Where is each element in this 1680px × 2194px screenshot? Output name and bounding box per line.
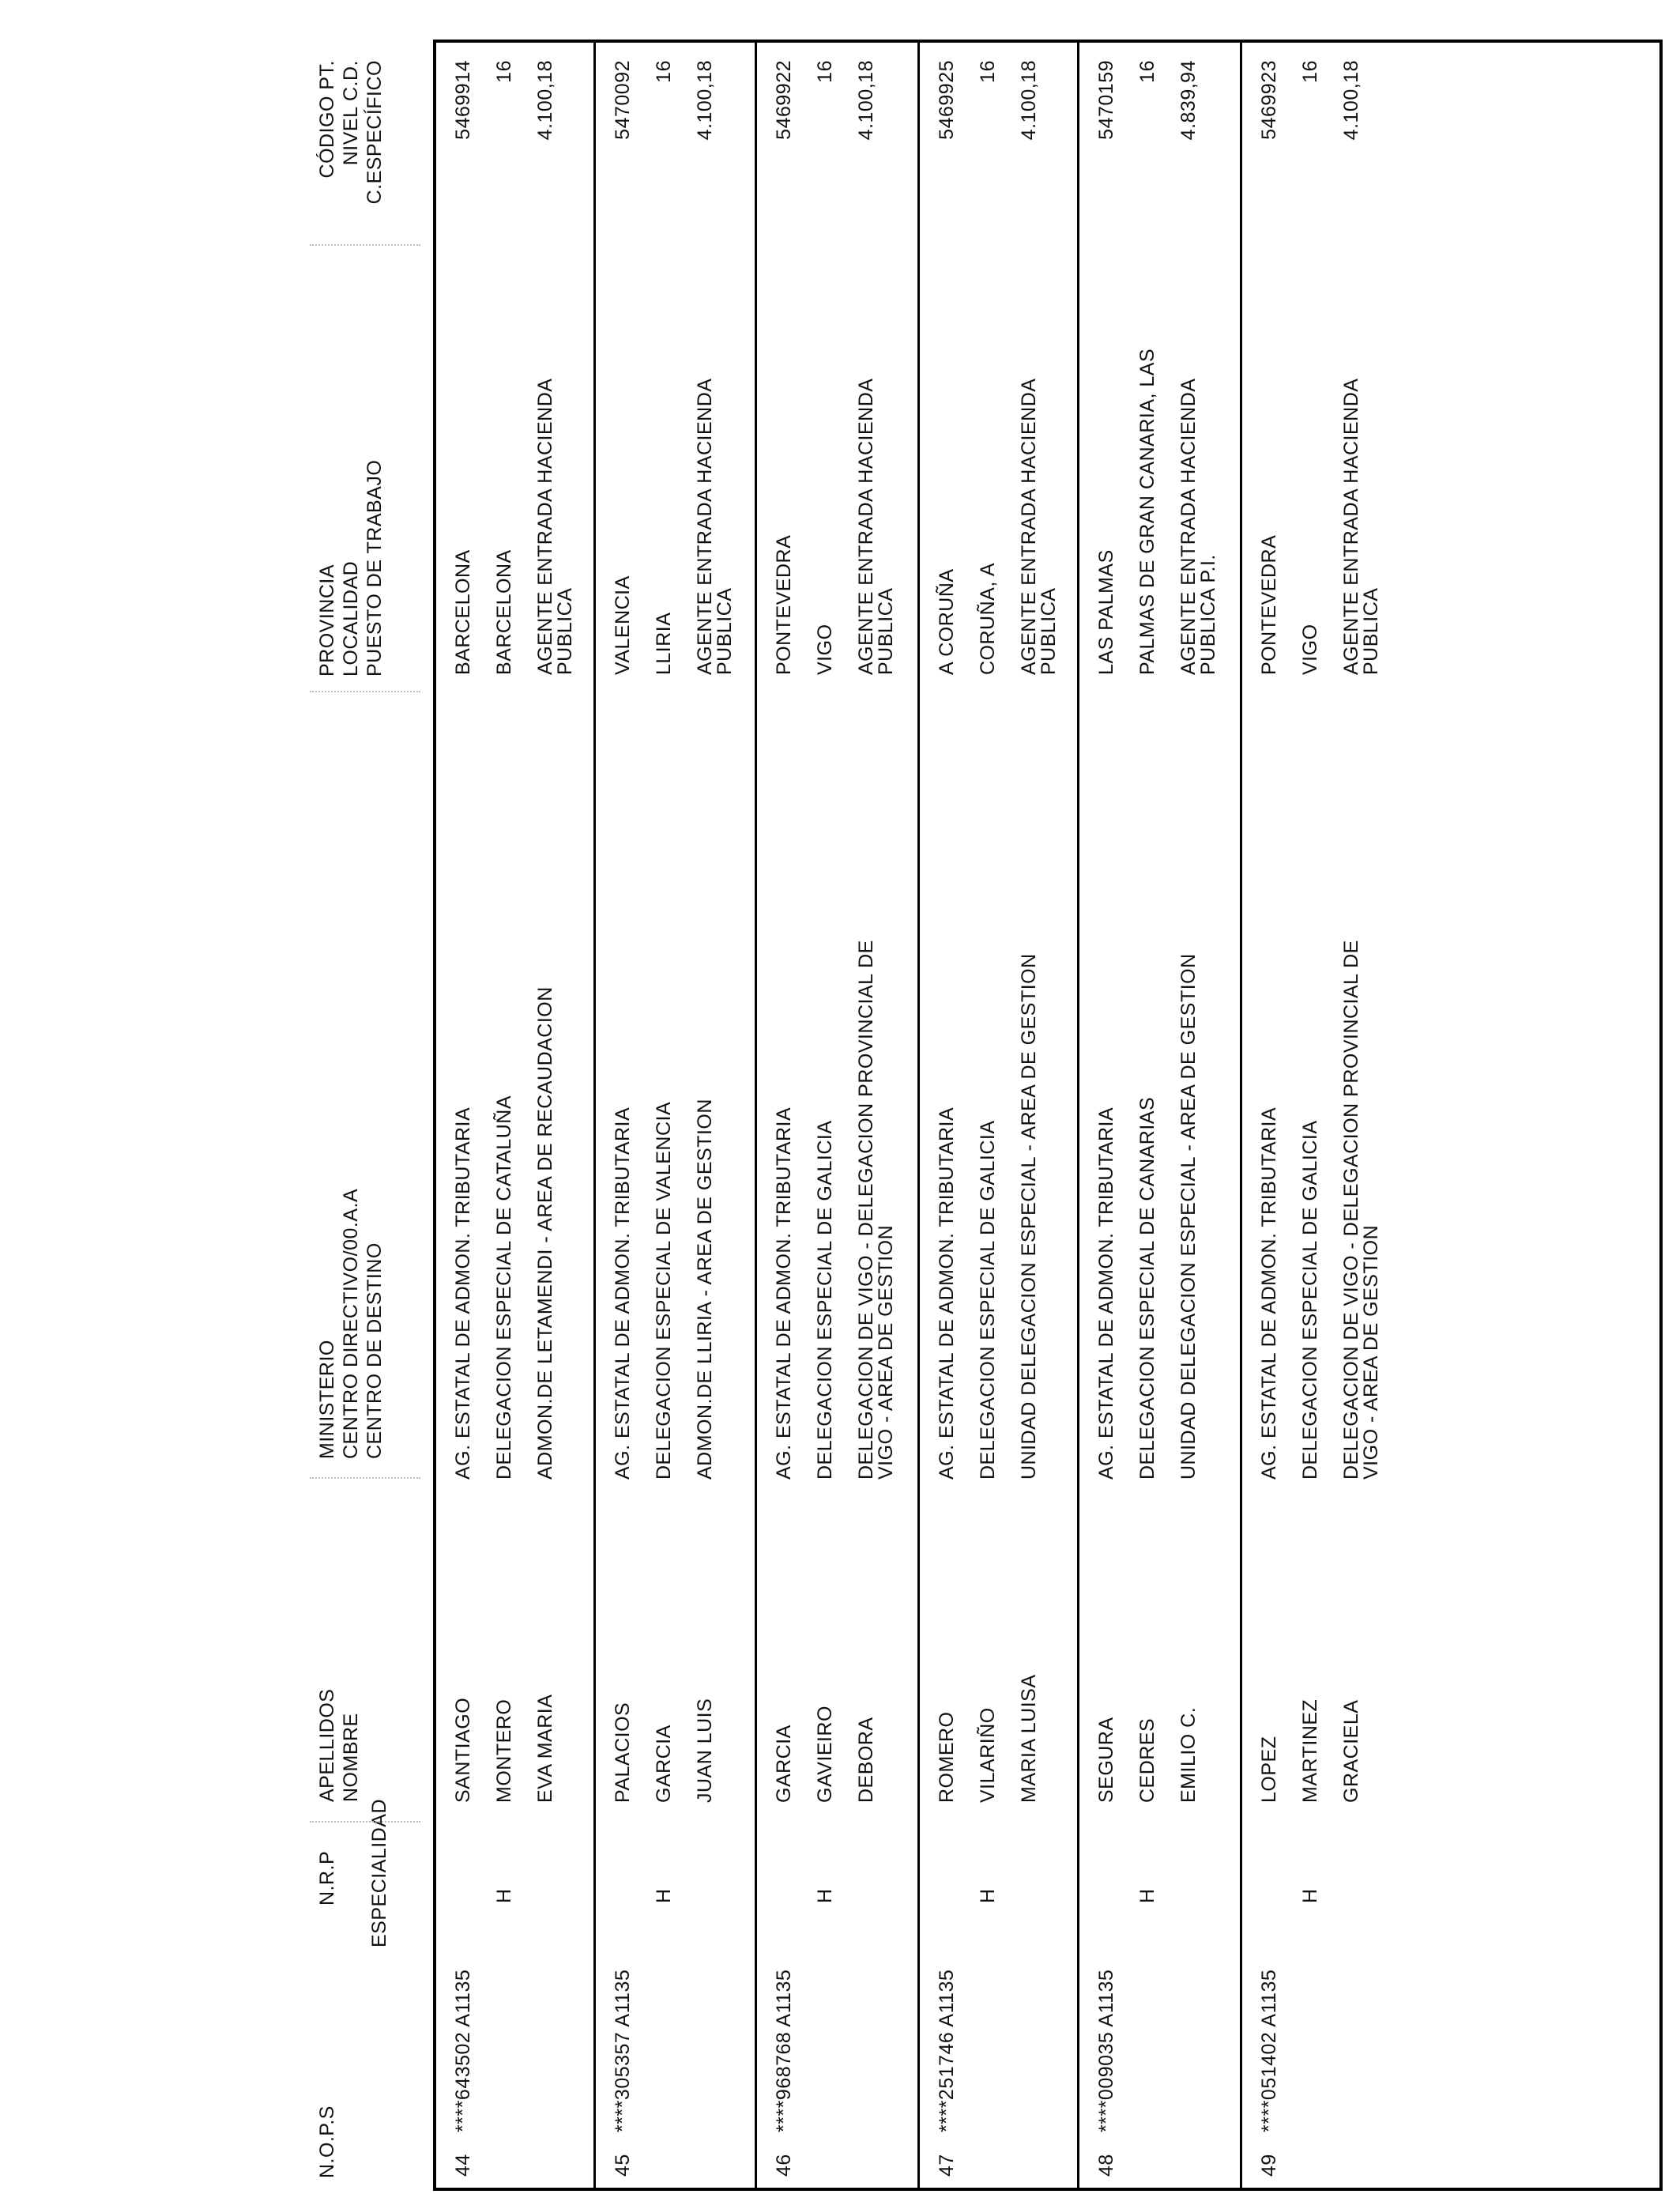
provincia: BARCELONA [452, 549, 474, 675]
provincia: A CORUÑA [936, 568, 958, 675]
centro-directivo: DELEGACION ESPECIAL DE VALENCIA [653, 1101, 675, 1480]
apellido-1: PALACIOS [612, 1702, 634, 1803]
nivel-cd: 16 [1136, 60, 1158, 83]
nombre: DEBORA [855, 1717, 877, 1803]
complemento-especifico: 4.100,18 [855, 60, 877, 141]
centro-directivo: DELEGACION ESPECIAL DE CATALUÑA [493, 1095, 515, 1480]
header-puesto: PUESTO DE TRABAJO [363, 459, 386, 677]
nrp-code: ****968768 A1135 [773, 1969, 795, 2132]
apellido-2: CEDRES [1136, 1717, 1158, 1803]
centro-directivo: DELEGACION ESPECIAL DE GALICIA [977, 1120, 999, 1480]
header-apellidos: APELLIDOS [316, 1688, 338, 1802]
nombre: JUAN LUIS [694, 1698, 716, 1803]
localidad: LLIRIA [653, 612, 675, 675]
localidad: VIGO [1299, 624, 1321, 675]
nombre: EMILIO C. [1177, 1706, 1200, 1803]
centro-destino: DELEGACION DE VIGO - DELEGACION PROVINCIAL DE VIGO - AREA DE GESTION [1340, 940, 1382, 1480]
puesto-trabajo: AGENTE ENTRADA HACIENDA PUBLICA P.I. [1177, 379, 1219, 675]
complemento-especifico: 4.100,18 [1018, 60, 1040, 141]
header-nombre: NOMBRE [340, 1713, 362, 1802]
nrp-code: ****643502 A1135 [452, 1969, 474, 2132]
table-row [1079, 43, 1242, 2188]
especialidad-code: H [977, 1888, 999, 1903]
nivel-cd: 16 [977, 60, 999, 83]
codigo-pt: 5469922 [773, 60, 795, 140]
apellido-1: ROMERO [936, 1711, 958, 1803]
nops-number: 46 [773, 2154, 795, 2177]
table-row [757, 43, 920, 2188]
apellido-2: MARTINEZ [1299, 1698, 1321, 1803]
especialidad-code: H [653, 1888, 675, 1903]
provincia: VALENCIA [612, 575, 634, 675]
nivel-cd: 16 [653, 60, 675, 83]
complemento-especifico: 4.839,94 [1177, 60, 1200, 141]
apellido-2: GAVIEIRO [814, 1705, 836, 1803]
header-localidad: LOCALIDAD [340, 560, 362, 677]
puesto-trabajo: AGENTE ENTRADA HACIENDA PUBLICA [1340, 379, 1382, 675]
codigo-pt: 5469925 [936, 60, 958, 140]
header-nrp: N.R.P [316, 1850, 338, 1906]
nombre: MARIA LUISA [1018, 1674, 1040, 1803]
apellido-1: GARCIA [773, 1725, 795, 1803]
header-nivel: NIVEL C.D. [340, 60, 362, 166]
nombre: GRACIELA [1340, 1699, 1362, 1803]
provincia: PONTEVEDRA [1258, 534, 1280, 675]
puesto-trabajo: AGENTE ENTRADA HACIENDA PUBLICA [855, 379, 897, 675]
centro-directivo: DELEGACION ESPECIAL DE CANARIAS [1136, 1096, 1158, 1480]
nrp-code: ****251746 A1135 [936, 1969, 958, 2132]
provincia: LAS PALMAS [1095, 549, 1117, 675]
localidad: VIGO [814, 624, 836, 675]
especialidad-code: H [1299, 1888, 1321, 1903]
centro-directivo: DELEGACION ESPECIAL DE GALICIA [814, 1120, 836, 1480]
nombre: EVA MARIA [534, 1694, 556, 1803]
complemento-especifico: 4.100,18 [1340, 60, 1362, 141]
nrp-code: ****051402 A1135 [1258, 1969, 1280, 2132]
centro-destino: UNIDAD DELEGACION ESPECIAL - AREA DE GESTION [1177, 953, 1200, 1480]
nops-number: 44 [452, 2154, 474, 2177]
header-divider [310, 691, 420, 692]
header-ministerio: MINISTERIO [316, 1340, 338, 1459]
centro-destino: ADMON.DE LLIRIA - AREA DE GESTION [694, 1099, 716, 1480]
records-table [433, 40, 1663, 2191]
nrp-code: ****009035 A1135 [1095, 1969, 1117, 2132]
complemento-especifico: 4.100,18 [534, 60, 556, 141]
codigo-pt: 5469914 [452, 60, 474, 140]
nops-number: 49 [1258, 2154, 1280, 2177]
nrp-code: ****305357 A1135 [612, 1969, 634, 2132]
ministerio: AG. ESTATAL DE ADMON. TRIBUTARIA [1095, 1106, 1117, 1480]
especialidad-code: H [1136, 1888, 1158, 1903]
localidad: BARCELONA [493, 549, 515, 675]
header-provincia: PROVINCIA [316, 564, 338, 677]
nivel-cd: 16 [814, 60, 836, 83]
apellido-1: SANTIAGO [452, 1697, 474, 1803]
nops-number: 47 [936, 2154, 958, 2177]
centro-destino: UNIDAD DELEGACION ESPECIAL - AREA DE GESTION [1018, 953, 1040, 1480]
ministerio: AG. ESTATAL DE ADMON. TRIBUTARIA [452, 1106, 474, 1480]
table-row [920, 43, 1079, 2188]
table-row [1242, 43, 1407, 2188]
header-divider [310, 1477, 420, 1479]
nops-number: 45 [612, 2154, 634, 2177]
header-divider [310, 244, 420, 246]
ministerio: AG. ESTATAL DE ADMON. TRIBUTARIA [773, 1106, 795, 1480]
localidad: CORUÑA, A [977, 562, 999, 675]
nivel-cd: 16 [493, 60, 515, 83]
header-centro-destino: CENTRO DE DESTINO [363, 1242, 386, 1459]
apellido-2: VILARIÑO [977, 1707, 999, 1803]
localidad: PALMAS DE GRAN CANARIA, LAS [1136, 348, 1158, 675]
ministerio: AG. ESTATAL DE ADMON. TRIBUTARIA [936, 1106, 958, 1480]
apellido-1: SEGURA [1095, 1717, 1117, 1803]
especialidad-code: H [493, 1888, 515, 1903]
header-divider [310, 1821, 420, 1823]
centro-destino: ADMON.DE LETAMENDI - AREA DE RECAUDACION [534, 986, 556, 1480]
especialidad-code: H [814, 1888, 836, 1903]
centro-destino: DELEGACION DE VIGO - DELEGACION PROVINCIAL DE VIGO - AREA DE GESTION [855, 940, 897, 1480]
ministerio: AG. ESTATAL DE ADMON. TRIBUTARIA [612, 1106, 634, 1480]
apellido-1: LOPEZ [1258, 1736, 1280, 1803]
table-row [436, 43, 596, 2188]
apellido-2: MONTERO [493, 1698, 515, 1803]
provincia: PONTEVEDRA [773, 534, 795, 675]
nivel-cd: 16 [1299, 60, 1321, 83]
codigo-pt: 5470159 [1095, 60, 1117, 140]
puesto-trabajo: AGENTE ENTRADA HACIENDA PUBLICA [694, 379, 736, 675]
header-nops: N.O.P.S [316, 2105, 338, 2178]
puesto-trabajo: AGENTE ENTRADA HACIENDA PUBLICA [534, 379, 576, 675]
header-codigo: CÓDIGO PT. [316, 60, 338, 179]
table-row [596, 43, 757, 2188]
codigo-pt: 5469923 [1258, 60, 1280, 140]
codigo-pt: 5470092 [612, 60, 634, 140]
header-centro-directivo: CENTRO DIRECTIVO/00.A.A [340, 1188, 362, 1459]
header-especialidad: ESPECIALIDAD [368, 1798, 390, 1947]
apellido-2: GARCIA [653, 1725, 675, 1803]
header-especifico: C.ESPECÍFICO [363, 60, 386, 205]
centro-directivo: DELEGACION ESPECIAL DE GALICIA [1299, 1120, 1321, 1480]
complemento-especifico: 4.100,18 [694, 60, 716, 141]
puesto-trabajo: AGENTE ENTRADA HACIENDA PUBLICA [1018, 379, 1060, 675]
nops-number: 48 [1095, 2154, 1117, 2177]
ministerio: AG. ESTATAL DE ADMON. TRIBUTARIA [1258, 1106, 1280, 1480]
